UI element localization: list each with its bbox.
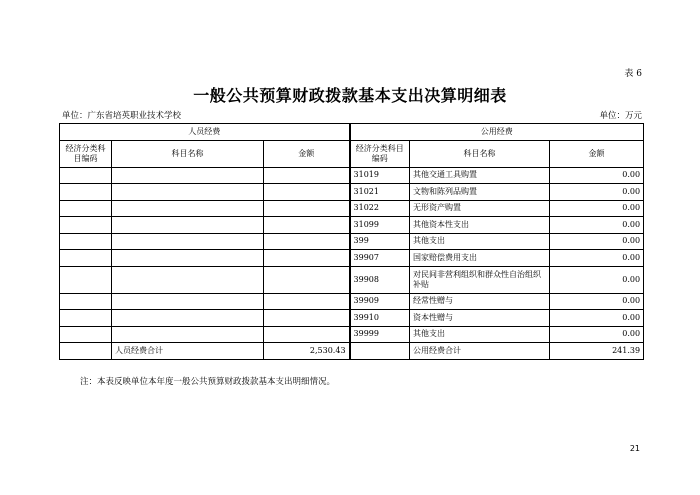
row-name: 其他交通工具购置 (410, 167, 550, 184)
row-code: 39910 (350, 310, 410, 327)
row-name: 对民间非营利组织和群众性自治组织补贴 (410, 266, 550, 293)
row-code: 31019 (350, 167, 410, 184)
table-row (60, 310, 644, 327)
column-header-name-right: 科目名称 (410, 140, 550, 167)
row-name: 无形资产购置 (410, 200, 550, 217)
row-code: 39999 (350, 326, 410, 343)
row-amount: 0.00 (550, 167, 644, 184)
table-row (60, 167, 644, 184)
group-public-header: 公用经费 (350, 124, 644, 141)
personnel-total-label: 人员经费合计 (112, 343, 264, 360)
table-row (60, 293, 644, 310)
column-header-econ-code-right: 经济分类科目编码 (350, 140, 410, 167)
row-amount: 0.00 (550, 266, 644, 293)
row-amount: 0.00 (550, 293, 644, 310)
row-amount: 0.00 (550, 326, 644, 343)
row-code: 39908 (350, 266, 410, 293)
row-amount: 0.00 (550, 217, 644, 234)
row-code: 39909 (350, 293, 410, 310)
table-row (60, 326, 644, 343)
row-amount: 0.00 (550, 200, 644, 217)
row-code: 39907 (350, 250, 410, 267)
table-row (60, 200, 644, 217)
column-header-econ-code-left: 经济分类科目编码 (60, 140, 112, 167)
row-code: 31022 (350, 200, 410, 217)
public-total-label: 公用经费合计 (410, 343, 550, 360)
expenditure-table (59, 123, 644, 360)
footnote: 注：本表反映单位本年度一般公共预算财政拨款基本支出明细情况。 (80, 377, 336, 387)
public-total-amount: 241.39 (550, 343, 644, 360)
row-name: 资本性赠与 (410, 310, 550, 327)
unit-organization: 单位：广东省培英职业技术学校 (62, 111, 182, 121)
row-name: 国家赔偿费用支出 (410, 250, 550, 267)
table-row (60, 184, 644, 201)
row-name: 文物和陈列品购置 (410, 184, 550, 201)
group-personnel-header: 人员经费 (60, 124, 350, 141)
column-header-row (60, 140, 644, 167)
row-name: 其他支出 (410, 233, 550, 250)
page-title: 一般公共预算财政拨款基本支出决算明细表 (193, 86, 507, 105)
row-code: 31099 (350, 217, 410, 234)
row-code: 31021 (350, 184, 410, 201)
totals-row (60, 343, 644, 360)
table-row (60, 217, 644, 234)
unit-currency: 单位：万元 (599, 111, 642, 121)
group-header-row (60, 124, 644, 141)
row-name: 其他资本性支出 (410, 217, 550, 234)
table-row (60, 250, 644, 267)
personnel-total-amount: 2,530.43 (264, 343, 350, 360)
column-header-amount-right: 金额 (550, 140, 644, 167)
table-row (60, 266, 644, 293)
column-header-name-left: 科目名称 (112, 140, 264, 167)
row-amount: 0.00 (550, 233, 644, 250)
column-header-amount-left: 金额 (264, 140, 350, 167)
page-number: 21 (629, 444, 640, 453)
row-amount: 0.00 (550, 310, 644, 327)
row-amount: 0.00 (550, 184, 644, 201)
table-row (60, 233, 644, 250)
table-number: 表 6 (624, 69, 642, 79)
row-name: 经常性赠与 (410, 293, 550, 310)
row-name: 其他支出 (410, 326, 550, 343)
row-amount: 0.00 (550, 250, 644, 267)
row-code: 399 (350, 233, 410, 250)
